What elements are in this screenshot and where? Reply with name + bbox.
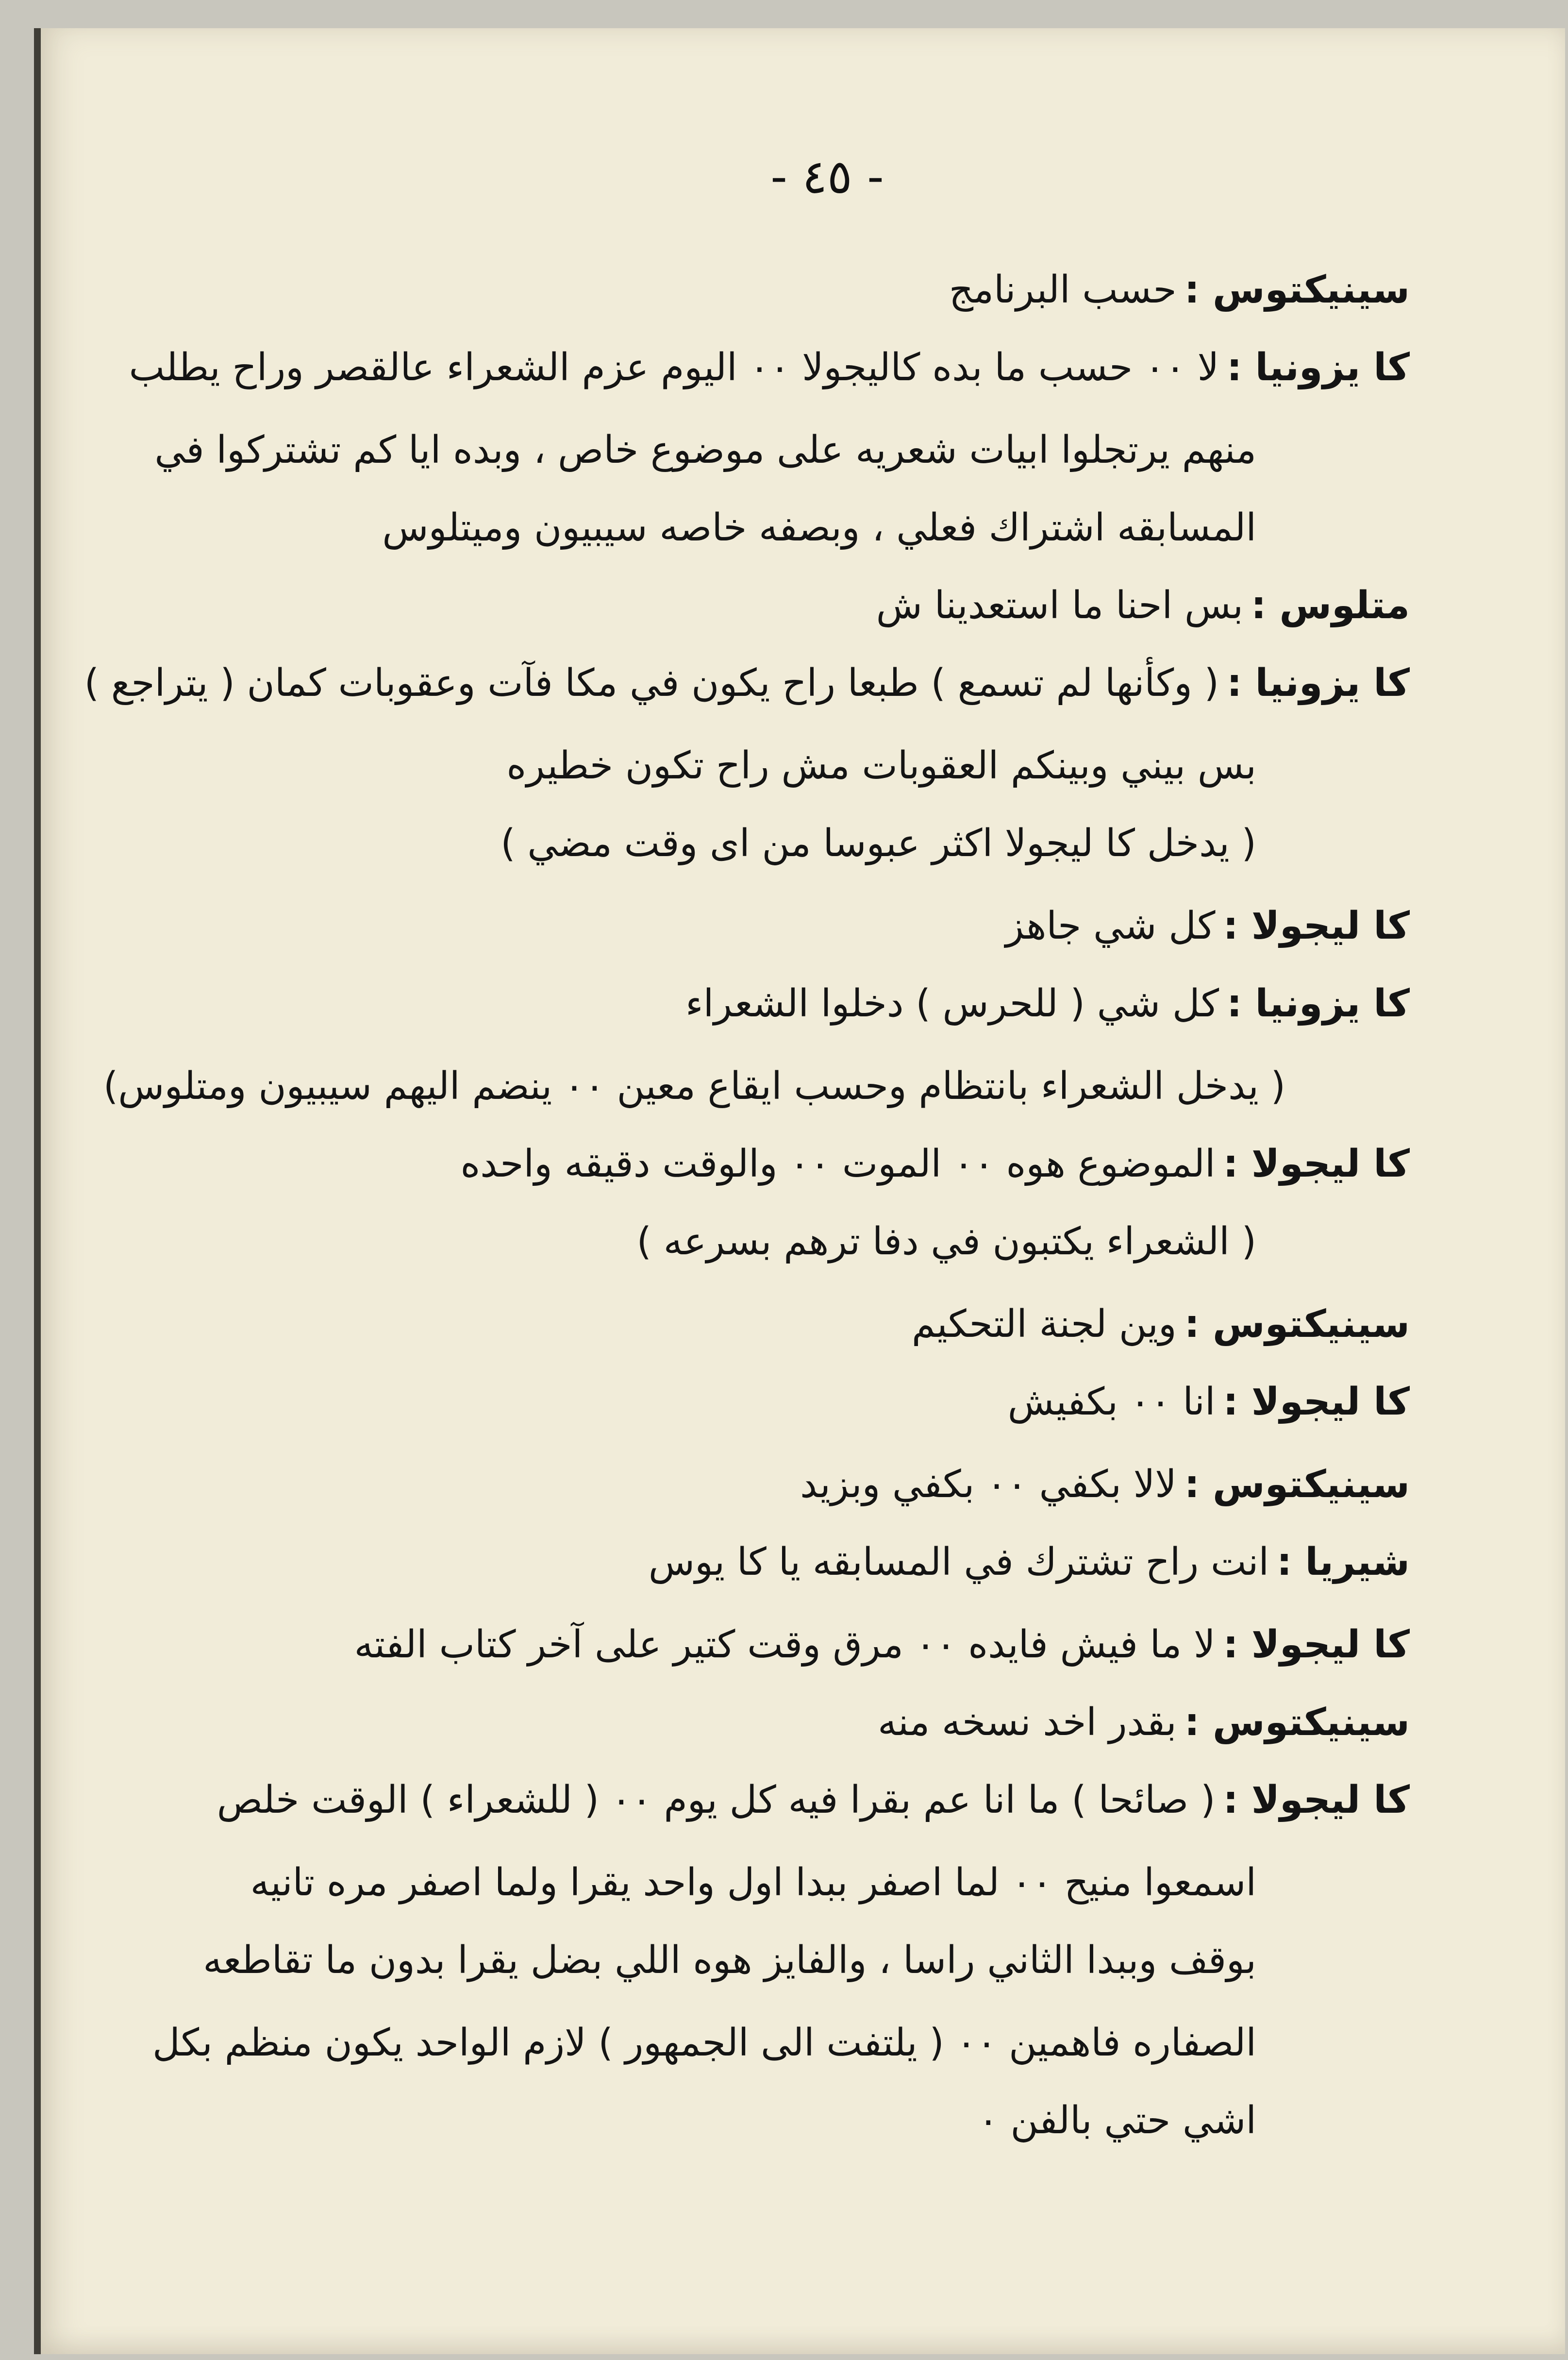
dialogue-line (800, 1463, 1410, 1506)
line-text: بقدر اخد نسخه منه (878, 1701, 1177, 1744)
line-text: منهم يرتجلوا ابيات شعريه على موضوع خاص ، وبده ايا كم تشتركوا في (154, 428, 1256, 472)
line-text: الموضوع هوه ٠٠ الموت ٠٠ والوقت دقيقه واحده (460, 1142, 1216, 1186)
line-text: لا ما فيش فايده ٠٠ مرق وقت كتير على آخر كتاب الفته (354, 1623, 1216, 1667)
dialogue-line (354, 1623, 1410, 1667)
stage-direction (636, 1220, 1264, 1264)
speaker-name: سينيكتوس : (1184, 268, 1410, 312)
dialogue-line (1005, 904, 1410, 948)
line-text: كل شي ( للحرس ) دخلوا الشعراء (685, 982, 1219, 1026)
dialogue-line (84, 661, 1410, 705)
stage-direction (500, 822, 1264, 865)
line-text: ( صائحا ) ما انا عم بقرا فيه كل يوم ٠٠ ( للشعراء ) الوقت خلص (217, 1778, 1216, 1822)
dialogue-continuation (978, 2099, 1264, 2142)
script-page (34, 28, 1565, 2354)
line-text: حسب البرنامج (949, 268, 1177, 312)
dialogue-line (876, 584, 1410, 627)
speaker-name: سينيكتوس : (1184, 1701, 1410, 1744)
line-text: ( يدخل كا ليجولا اكثر عبوسا من اى وقت مضي ) (500, 822, 1256, 865)
line-text: بوقف وببدا الثاني راسا ، والفايز هوه اللي بضل يقرا بدون ما تقاطعه (203, 1939, 1256, 1982)
dialogue-line (1007, 1380, 1410, 1424)
speaker-name: سينيكتوس : (1184, 1463, 1410, 1506)
line-text: بس احنا ما استعدينا ش (876, 584, 1244, 627)
speaker-name: كا يزونيا : (1227, 661, 1410, 705)
dialogue-line (685, 982, 1410, 1026)
line-text: بس بيني وبينكم العقوبات مش راح تكون خطيره (506, 744, 1256, 788)
line-text: المسابقه اشتراك فعلي ، وبصفه خاصه سيبيون وميتلوس (382, 506, 1256, 550)
dialogue-continuation (506, 744, 1264, 788)
stage-direction (103, 1064, 1293, 1108)
dialogue-line (878, 1701, 1410, 1744)
line-text: ( يدخل الشعراء بانتظام وحسب ايقاع معين ٠٠ ينضم اليهم سيبيون ومتلوس) (103, 1064, 1285, 1108)
line-text: لالا بكفي ٠٠ بكفي وبزيد (800, 1463, 1177, 1506)
line-text: انت راح تشترك في المسابقه يا كا يوس (648, 1540, 1269, 1584)
line-text: الصفاره فاهمين ٠٠ ( يلتفت الى الجمهور ) لازم الواحد يكون منظم بكل (152, 2021, 1256, 2065)
dialogue-line (217, 1778, 1410, 1822)
dialogue-line (912, 1302, 1410, 1346)
line-text: اشي حتي بالفن ٠ (978, 2099, 1256, 2142)
speaker-name: كا يزونيا : (1227, 982, 1410, 1026)
dialogue-continuation (250, 1861, 1264, 1905)
page-number: - ٤٥ - (770, 150, 884, 204)
dialogue-line (129, 346, 1410, 389)
dialogue-line (949, 268, 1410, 312)
dialogue-continuation (382, 506, 1264, 550)
dialogue-continuation (152, 2021, 1264, 2065)
speaker-name: كا ليجولا : (1223, 1380, 1410, 1424)
speaker-name: كا ليجولا : (1223, 1778, 1410, 1822)
speaker-name: شيريا : (1277, 1540, 1410, 1584)
line-text: كل شي جاهز (1005, 904, 1216, 948)
dialogue-line (460, 1142, 1410, 1186)
speaker-name: كا ليجولا : (1223, 1142, 1410, 1186)
line-text: اسمعوا منيح ٠٠ لما اصفر ببدا اول واحد يقرا ولما اصفر مره تانيه (250, 1861, 1256, 1905)
line-text: انا ٠٠ بكفيش (1007, 1380, 1216, 1424)
line-text: وين لجنة التحكيم (912, 1302, 1177, 1346)
line-text: ( وكأنها لم تسمع ) طبعا راح يكون في مكا فآت وعقوبات كمان ( يتراجع ) (84, 661, 1219, 705)
line-text: لا ٠٠ حسب ما بده كاليجولا ٠٠ اليوم عزم الشعراء عالقصر وراح يطلب (129, 346, 1219, 389)
speaker-name: كا يزونيا : (1227, 346, 1410, 389)
speaker-name: كا ليجولا : (1223, 1623, 1410, 1667)
line-text: ( الشعراء يكتبون في دفا ترهم بسرعه ) (636, 1220, 1256, 1264)
dialogue-line (648, 1540, 1410, 1584)
speaker-name: متلوس : (1251, 584, 1410, 627)
dialogue-continuation (154, 428, 1264, 472)
speaker-name: كا ليجولا : (1223, 904, 1410, 948)
dialogue-continuation (203, 1939, 1264, 1982)
speaker-name: سينيكتوس : (1184, 1302, 1410, 1346)
